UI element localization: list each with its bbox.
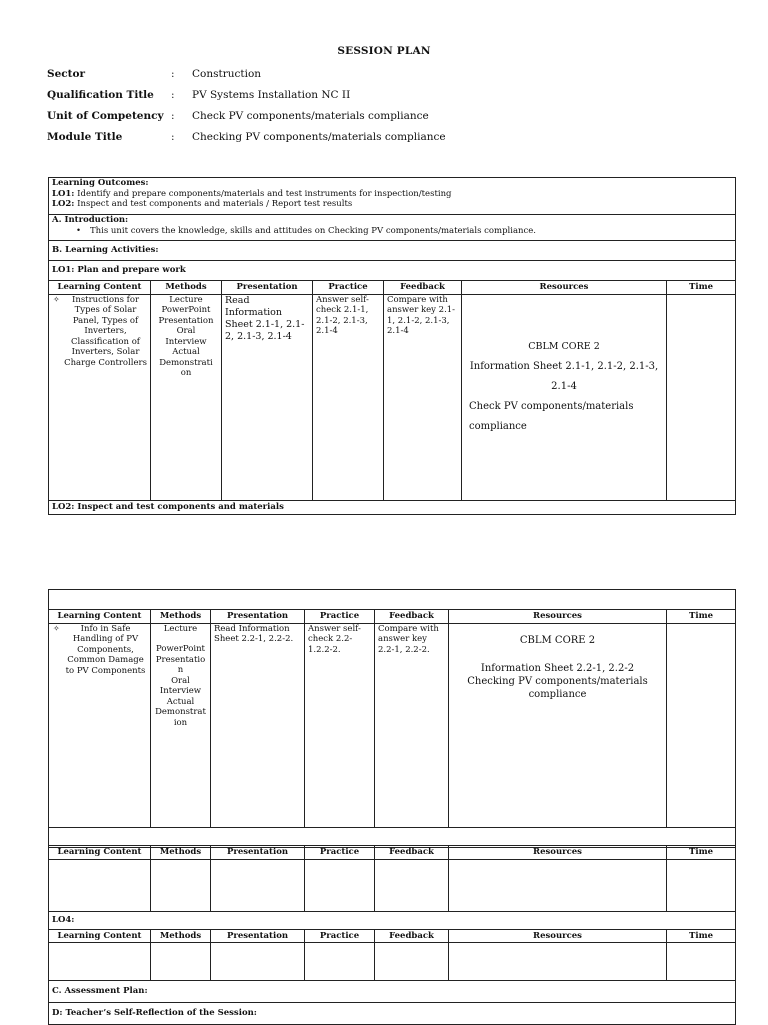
col-time: Time [667, 610, 736, 624]
col-resources: Resources [449, 929, 667, 943]
session-plan-table-2 [48, 589, 736, 848]
introduction-heading: A. Introduction: [52, 215, 129, 225]
col-practice: Practice [313, 281, 384, 295]
column-header-row [49, 281, 736, 295]
cell-methods [151, 623, 211, 827]
cell-methods [151, 294, 222, 500]
introduction-row [49, 215, 736, 241]
field-label: Unit of Competency [47, 110, 164, 122]
lo1-text: Identify and prepare components/materials and test instruments for inspection/testing [77, 188, 452, 199]
field-colon: : [171, 68, 175, 80]
cell-learning-content [49, 294, 151, 500]
session-plan-table-3 [48, 845, 736, 1025]
cell-feedback: Compare with answer key 2.1-1, 2.1-2, 2.1-3, 2.1-4 [384, 294, 462, 500]
field-colon: : [171, 131, 175, 143]
list-item: ✧ Instructions for Types of Solar Panel, Types of Inverters, Classification of Inverters, Solar Charge Controllers [64, 295, 147, 369]
col-practice: Practice [305, 846, 375, 860]
page-title: SESSION PLAN [337, 45, 431, 57]
col-presentation: Presentation [211, 846, 305, 860]
col-presentation: Presentation [211, 929, 305, 943]
col-learning-content: Learning Content [49, 929, 151, 943]
method-line: Actual [172, 347, 200, 357]
col-learning-content: Learning Content [49, 610, 151, 624]
field-value: Check PV components/materials compliance [192, 110, 429, 122]
method-line: Interview [165, 336, 207, 347]
table-row [49, 943, 736, 981]
field-colon: : [171, 89, 175, 101]
method-line: PowerPoint [161, 305, 211, 315]
lo2-outcome [52, 199, 732, 210]
resource-line: Information Sheet 2.1-1, 2.1-2, 2.1-3, 2.1-4 [469, 360, 659, 392]
lo1-heading: LO1: Plan and prepare work [49, 261, 736, 281]
cell-time [667, 623, 736, 827]
learning-outcomes-row [49, 178, 736, 215]
introduction-text: • This unit covers the knowledge, skills and attitudes on Checking PV components/materials compliance. [52, 226, 732, 237]
cell-time [667, 294, 736, 500]
lo2-text: Inspect and test components and materials / Report test results [77, 199, 353, 209]
column-header-row [49, 610, 736, 624]
lo1-tag: LO1: [52, 188, 75, 199]
field-value: Checking PV components/materials compliance [192, 131, 446, 143]
col-learning-content: Learning Content [49, 846, 151, 860]
cell-learning-content [49, 623, 151, 827]
cell-presentation: Read Information Sheet 2.2-1, 2.2-2. [211, 623, 305, 827]
field-value: Construction [192, 68, 262, 80]
col-time: Time [667, 281, 736, 295]
col-time: Time [667, 846, 736, 860]
field-colon: : [171, 110, 175, 122]
method-line: Presentatio [155, 654, 206, 665]
cell-presentation: Read Information Sheet 2.1-1, 2.1-2, 2.1-3, 2.1-4 [222, 294, 313, 500]
method-line: on [180, 368, 192, 378]
table-row [49, 294, 736, 500]
method-line: Lecture [163, 623, 198, 634]
col-learning-content: Learning Content [49, 281, 151, 295]
learning-activities-heading: B. Learning Activities: [49, 241, 736, 261]
col-time: Time [667, 929, 736, 943]
assessment-plan-row [49, 981, 736, 1003]
learning-outcomes-heading: Learning Outcomes: [52, 178, 149, 188]
cell-practice: Answer self-check 2.1-1, 2.1-2, 2.1-3, 2.1-4 [313, 294, 384, 500]
method-line: Demonstrati [159, 357, 213, 368]
session-plan-table-1 [48, 177, 736, 515]
col-presentation: Presentation [211, 610, 305, 624]
resource-line: Checking PV components/materials compliance [467, 675, 648, 700]
method-line: Actual [166, 696, 195, 707]
lo4-row [49, 911, 736, 929]
col-methods: Methods [151, 846, 211, 860]
field-label: Qualification Title [47, 89, 154, 101]
field-label: Sector [47, 68, 86, 80]
column-header-row [49, 846, 736, 860]
col-practice: Practice [305, 929, 375, 943]
self-reflection-row [49, 1003, 736, 1025]
col-resources: Resources [449, 846, 667, 860]
cell-resources [462, 294, 667, 500]
lo2-tag: LO2: [52, 199, 75, 209]
learning-activities-row [49, 241, 736, 261]
col-resources: Resources [462, 281, 667, 295]
col-resources: Resources [449, 610, 667, 624]
col-feedback: Feedback [384, 281, 462, 295]
col-feedback: Feedback [375, 929, 449, 943]
method-line: Presentation [158, 315, 214, 326]
resource-line: CBLM CORE 2 [528, 340, 600, 352]
self-reflection-heading: D: Teacher’s Self-Reflection of the Session: [49, 1003, 736, 1025]
method-line: Oral [176, 326, 196, 336]
lo1-outcome [52, 189, 732, 200]
blank-row [49, 827, 736, 847]
blank-row [49, 590, 736, 610]
col-methods: Methods [151, 610, 211, 624]
column-header-row [49, 929, 736, 943]
list-item: ✧ Info in Safe Handling of PV Components, Common Damage to PV Components [64, 624, 147, 677]
method-line: Interview [159, 686, 202, 696]
method-line: n [177, 665, 184, 675]
resource-line: Check PV components/materials compliance [469, 400, 634, 432]
method-line: ion [173, 717, 188, 728]
assessment-plan-heading: C. Assessment Plan: [49, 981, 736, 1003]
col-feedback: Feedback [375, 846, 449, 860]
cell-resources [449, 623, 667, 827]
col-practice: Practice [305, 610, 375, 624]
col-methods: Methods [151, 929, 211, 943]
method-line: Lecture [169, 294, 203, 305]
lo2-heading: LO2: Inspect and test components and materials [49, 500, 736, 514]
field-label: Module Title [47, 131, 123, 143]
cell-feedback: Compare with answer key 2.2-1, 2.2-2. [375, 623, 449, 827]
lo2-row [49, 500, 736, 514]
col-presentation: Presentation [222, 281, 313, 295]
table-row [49, 859, 736, 911]
method-line: Oral [171, 675, 190, 686]
table-row [49, 623, 736, 827]
col-feedback: Feedback [375, 610, 449, 624]
col-methods: Methods [151, 281, 222, 295]
lo4-heading: LO4: [49, 911, 736, 929]
field-value: PV Systems Installation NC II [192, 89, 351, 101]
method-line: Demonstrat [155, 707, 206, 717]
method-line: PowerPoint [156, 644, 205, 654]
lo1-row [49, 261, 736, 281]
resource-line: CBLM CORE 2 [519, 634, 596, 646]
resource-line: Information Sheet 2.2-1, 2.2-2 [480, 662, 635, 674]
cell-practice: Answer self-check 2.2-1.2.2-2. [305, 623, 375, 827]
